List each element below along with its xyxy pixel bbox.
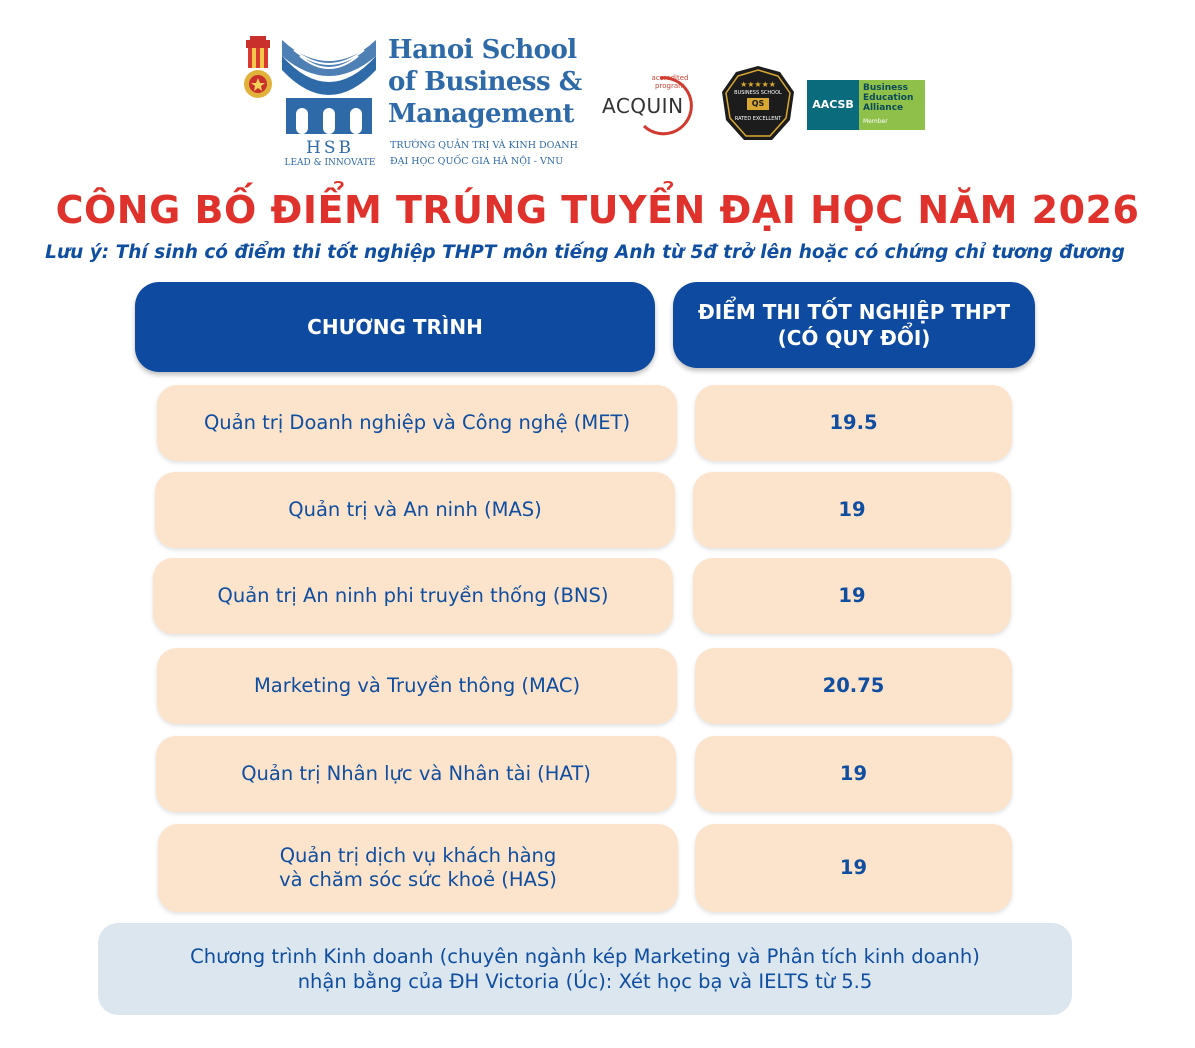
score-cell xyxy=(695,648,1012,724)
program-cell xyxy=(156,736,676,812)
school-name-line: Hanoi School xyxy=(388,35,577,65)
score-cell xyxy=(695,385,1012,461)
school-name-line: of Business & xyxy=(388,67,582,97)
score-value: 19 xyxy=(838,498,866,521)
hsb-tagline: LEAD & INNOVATE xyxy=(284,158,376,168)
score-cell xyxy=(693,558,1011,634)
program-cell xyxy=(158,824,678,912)
acquin-logo xyxy=(600,72,712,136)
program-name-line: Quản trị dịch vụ khách hàng xyxy=(279,844,557,867)
aacsb-panel xyxy=(859,80,925,130)
program-name: Quản trị Nhân lực và Nhân tài (HAT) xyxy=(241,762,591,785)
aacsb-name: AACSB xyxy=(807,80,859,130)
qs-badge xyxy=(720,64,796,144)
header xyxy=(0,0,1195,180)
score-column-header xyxy=(673,282,1035,368)
score-header-line: (CÓ QUY ĐỔI) xyxy=(777,326,931,350)
program-name: Marketing và Truyền thông (MAC) xyxy=(253,674,581,697)
acquin-name: ACQUIN xyxy=(602,94,684,118)
victoria-program-note xyxy=(98,923,1072,1015)
score-value: 20.75 xyxy=(822,674,885,697)
program-column-header xyxy=(135,282,655,372)
program-name: Quản trị An ninh phi truyền thống (BNS) xyxy=(217,584,609,607)
footer-line: Chương trình Kinh doanh (chuyên ngành kép Marketing và Phân tích kinh doanh) xyxy=(190,945,980,968)
program-name: Quản trị và An ninh (MAS) xyxy=(288,498,542,521)
hsb-letters: HSB xyxy=(306,138,354,158)
school-name xyxy=(388,34,598,130)
score-value: 19.5 xyxy=(829,411,878,434)
score-value: 19 xyxy=(839,856,868,879)
page-title: CÔNG BỐ ĐIỂM TRÚNG TUYỂN ĐẠI HỌC NĂM 2026 xyxy=(55,188,1140,232)
program-header-label: CHƯƠNG TRÌNH xyxy=(307,315,483,339)
program-cell xyxy=(155,472,675,548)
school-subtitle-line: TRƯỜNG QUẢN TRỊ VÀ KINH DOANH xyxy=(390,140,578,151)
aacsb-line: Business xyxy=(863,83,908,93)
score-cell xyxy=(693,472,1011,548)
score-value: 19 xyxy=(838,584,866,607)
hsb-emblem-icon xyxy=(278,36,380,136)
qs-stars-icon: ★★★★★ xyxy=(740,80,776,89)
qs-caption: BUSINESS SCHOOL xyxy=(734,90,782,96)
acquin-caption: accredited program xyxy=(651,74,689,90)
aacsb-line: Alliance xyxy=(863,103,904,113)
school-subtitle-line: ĐẠI HỌC QUỐC GIA HÀ NỘI - VNU xyxy=(390,156,564,167)
score-value: 19 xyxy=(839,762,868,785)
program-name-line: và chăm sóc sức khoẻ (HAS) xyxy=(279,868,557,891)
footer-line: nhận bằng của ĐH Victoria (Úc): Xét học bạ và IELTS từ 5.5 xyxy=(297,970,873,993)
aacsb-lines xyxy=(863,83,913,113)
qs-mark: QS xyxy=(747,98,769,110)
program-cell xyxy=(153,558,673,634)
program-cell xyxy=(157,648,677,724)
aacsb-logo xyxy=(807,80,925,130)
score-cell xyxy=(695,824,1012,912)
medal-icon xyxy=(240,36,276,106)
qs-rating: RATED EXCELLENT xyxy=(734,116,782,122)
program-cell xyxy=(157,385,677,461)
aacsb-line: Education xyxy=(863,93,914,103)
eligibility-note: Lưu ý: Thí sinh có điểm thi tốt nghiệp THPT môn tiếng Anh từ 5đ trở lên hoặc có chứng chỉ tương đương xyxy=(45,242,1125,263)
school-subtitle xyxy=(390,138,600,170)
program-name: Quản trị Doanh nghiệp và Công nghệ (MET) xyxy=(203,411,631,434)
score-header-line: ĐIỂM THI TỐT NGHIỆP THPT xyxy=(697,300,1011,324)
aacsb-member: Member xyxy=(863,118,888,125)
score-cell xyxy=(695,736,1012,812)
school-name-line: Management xyxy=(388,99,575,129)
